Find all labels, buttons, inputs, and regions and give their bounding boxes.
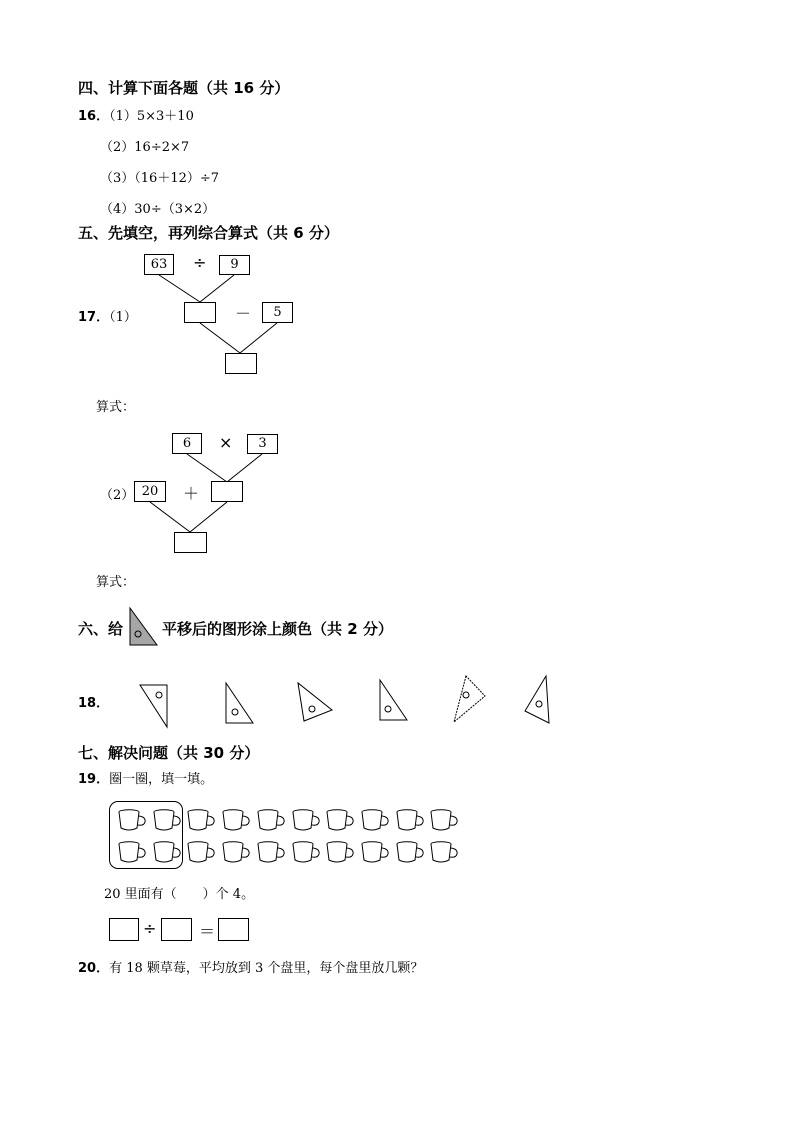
answer-box-dividend[interactable]	[109, 918, 139, 941]
question-20	[78, 957, 423, 976]
cup-icon	[222, 841, 252, 865]
operator-minus: －	[235, 304, 252, 323]
operator-plus: ＋	[183, 484, 200, 503]
cup-icon	[292, 841, 322, 865]
question-20-text: 有 18 颗草莓，平均放到 3 个盘里，每个盘里放几颗？	[109, 961, 424, 976]
part-label-2: （2）	[100, 488, 135, 503]
cup-icon	[396, 841, 426, 865]
operator-equals: ＝	[199, 922, 216, 941]
triangle-option-4[interactable]	[377, 678, 417, 728]
question-19-fill-text: 20 里面有（ ）个 4。	[104, 887, 255, 902]
cup-icon	[187, 841, 217, 865]
section-7-title: 七、解决问题（共 30 分）	[78, 744, 260, 762]
calc-item-3: （3）（16＋12）÷7	[100, 171, 220, 186]
question-number: 19．	[78, 772, 110, 787]
triangle-option-5[interactable]	[450, 673, 495, 723]
cup-icon	[257, 841, 287, 865]
answer-box-product[interactable]	[211, 481, 243, 502]
section-4-title: 四、计算下面各题（共 16 分）	[78, 79, 290, 97]
operator-divide: ÷	[193, 253, 207, 272]
calc-item-4: （4）30÷（3×2）	[100, 202, 216, 217]
triangle-option-2[interactable]	[222, 680, 262, 730]
question-17	[78, 306, 137, 325]
section-6-title: 平移后的图形涂上颜色（共 2 分）	[162, 620, 393, 638]
triangle-option-6[interactable]	[522, 673, 567, 728]
formula-label-2: 算式：	[96, 575, 136, 590]
cup-icon	[361, 841, 391, 865]
question-19-text: 圈一圈，填一填。	[109, 772, 214, 787]
cup-icon	[396, 809, 426, 833]
question-number: 16．	[78, 109, 110, 124]
cup-icon	[187, 809, 217, 833]
question-18-number: 18．	[78, 696, 110, 711]
cup-icon	[326, 841, 356, 865]
question-19	[78, 768, 213, 787]
formula-label-1: 算式：	[96, 400, 136, 415]
section-5-title: 五、先填空，再列综合算式（共 6 分）	[78, 224, 339, 242]
operator-divide: ÷	[143, 919, 157, 938]
number-box-3: 3	[247, 434, 278, 454]
cup-icon	[257, 809, 287, 833]
number-box-9: 9	[219, 255, 250, 275]
number-box-5: 5	[262, 302, 293, 323]
operator-multiply: ×	[219, 433, 233, 452]
cup-icon	[118, 841, 148, 865]
answer-box-result-2[interactable]	[174, 532, 207, 553]
cup-icon	[361, 809, 391, 833]
cup-icon	[118, 809, 148, 833]
question-number: 20．	[78, 961, 110, 976]
answer-box-result-1[interactable]	[225, 353, 257, 374]
number-box-20: 20	[134, 481, 166, 502]
cup-icon	[153, 809, 183, 833]
triangle-option-1[interactable]	[138, 680, 178, 730]
number-box-6: 6	[172, 433, 202, 454]
cup-icon	[222, 809, 252, 833]
answer-box-divisor[interactable]	[161, 918, 192, 941]
answer-box-quotient-19[interactable]	[218, 918, 249, 941]
number-box-63: 63	[144, 254, 174, 275]
cup-icon	[430, 809, 460, 833]
calc-item-2: （2）16÷2×7	[100, 140, 190, 155]
reference-triangle-icon	[127, 606, 167, 646]
cup-icon	[153, 841, 183, 865]
question-number: 17．	[78, 310, 110, 325]
part-label-1: （1）	[109, 310, 137, 325]
cup-icon	[430, 841, 460, 865]
section-6-title-prefix: 六、给	[78, 620, 124, 638]
cup-icon	[326, 809, 356, 833]
cup-icon	[292, 809, 322, 833]
triangle-option-3[interactable]	[295, 678, 340, 728]
answer-box-quotient[interactable]	[184, 302, 216, 323]
calc-item-1: （1）5×3＋10	[109, 109, 194, 124]
